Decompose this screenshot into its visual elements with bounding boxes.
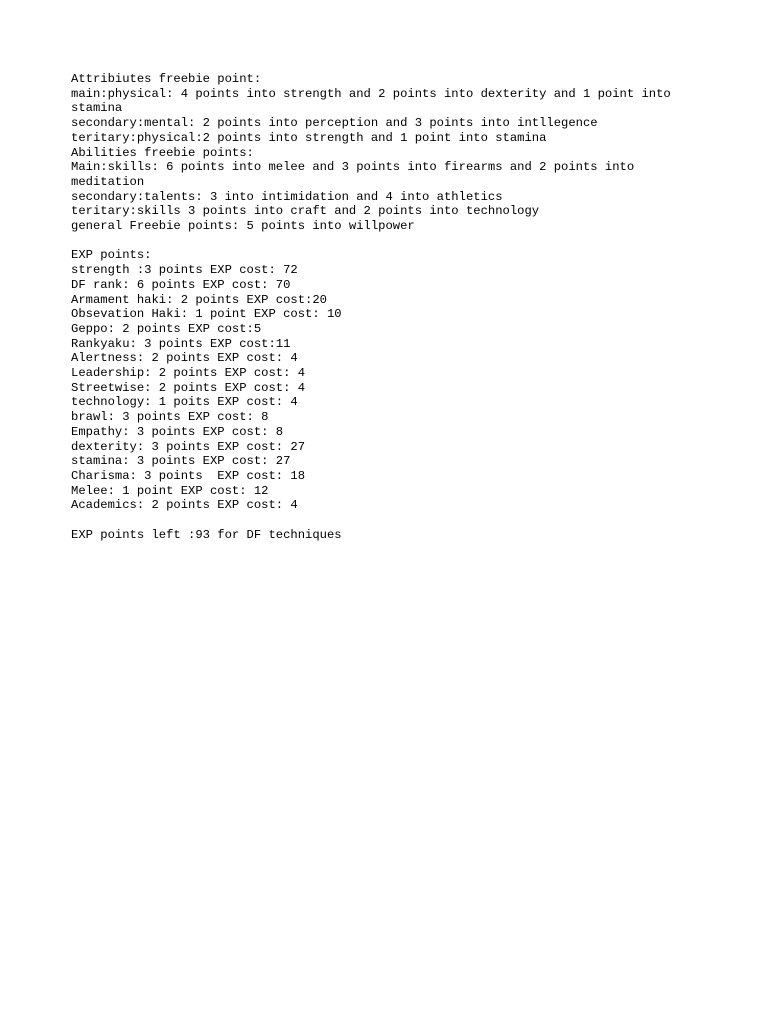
abilities-heading: Abilities freebie points: xyxy=(71,145,254,160)
exp-item: DF rank: 6 points EXP cost: 70 xyxy=(71,277,291,292)
exp-item: Rankyaku: 3 points EXP cost:11 xyxy=(71,336,291,351)
exp-item: Alertness: 2 points EXP cost: 4 xyxy=(71,351,298,366)
exp-item: strength :3 points EXP cost: 72 xyxy=(71,263,298,278)
attributes-secondary-line: secondary:mental: 2 points into perception and 3 points into intllegence xyxy=(71,116,598,131)
exp-item: Academics: 2 points EXP cost: 4 xyxy=(71,498,298,513)
exp-item: Leadership: 2 points EXP cost: 4 xyxy=(71,366,306,381)
attributes-teritary-line: teritary:physical:2 points into strength and 1 point into stamina xyxy=(71,130,547,145)
exp-item: technology: 1 poits EXP cost: 4 xyxy=(71,395,298,410)
exp-item: Streetwise: 2 points EXP cost: 4 xyxy=(71,380,306,395)
exp-item: stamina: 3 points EXP cost: 27 xyxy=(71,454,291,469)
exp-item: Armament haki: 2 points EXP cost:20 xyxy=(71,292,327,307)
document-page xyxy=(71,72,701,542)
attributes-main-line: main:physical: 4 points into strength and 2 points into dexterity and 1 point into stamina xyxy=(71,86,679,116)
exp-left-line: EXP points left :93 for DF techniques xyxy=(71,527,342,542)
exp-item: Melee: 1 point EXP cost: 12 xyxy=(71,483,269,498)
blank-line xyxy=(71,234,701,249)
exp-item: Obsevation Haki: 1 point EXP cost: 10 xyxy=(71,307,342,322)
abilities-general-line: general Freebie points: 5 points into willpower xyxy=(71,219,415,234)
exp-item: dexterity: 3 points EXP cost: 27 xyxy=(71,439,306,454)
exp-item: Empathy: 3 points EXP cost: 8 xyxy=(71,424,284,439)
abilities-main-line: Main:skills: 6 points into melee and 3 points into firearms and 2 points into meditation xyxy=(71,160,642,189)
abilities-teritary-line: teritary:skills 3 points into craft and 2 points into technology xyxy=(71,204,540,219)
abilities-secondary-line: secondary:talents: 3 into intimidation and 4 into athletics xyxy=(71,189,503,204)
exp-heading: EXP points: xyxy=(71,248,152,263)
attributes-heading: Attribiutes freebie point: xyxy=(71,72,262,86)
exp-item: Geppo: 2 points EXP cost:5 xyxy=(71,321,262,336)
exp-item: brawl: 3 points EXP cost: 8 xyxy=(71,410,269,425)
blank-line xyxy=(71,513,701,528)
exp-item: Charisma: 3 points EXP cost: 18 xyxy=(71,468,306,483)
